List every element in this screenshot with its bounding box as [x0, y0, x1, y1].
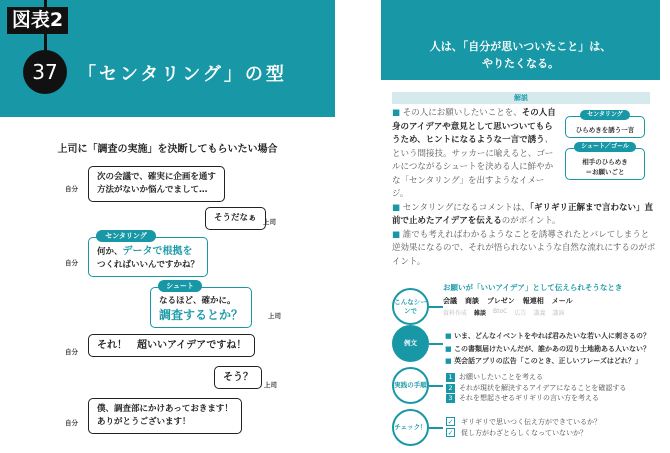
- scene-tag: BtoC: [493, 308, 508, 315]
- bubble-text: ありがとうございます！: [97, 417, 191, 427]
- dialogue-bubble-2: [205, 207, 266, 230]
- bubble-text: そう？: [223, 372, 253, 383]
- connector: [429, 385, 443, 387]
- dialogue-bubble-3: [88, 237, 208, 277]
- scene-tag: メール: [551, 297, 573, 305]
- bubble-text: [97, 245, 199, 259]
- scene-tags-active: [443, 296, 573, 306]
- steps-circle: 実践の手順: [392, 367, 429, 404]
- example-item: 英会話アプリの広告「このとき、正しいフレーズはどれ？」: [454, 357, 642, 365]
- bubble-text: 方法がないか悩んでまして…: [97, 185, 208, 195]
- scene-tag: 講義: [533, 310, 546, 317]
- bubble-text: それ！ 超いいアイデアですね！: [97, 340, 247, 351]
- explanation-point-1: ■ その人にお願いしたいことを、その人自身のアイデアや意見として思いついてもらうため、ヒントになるような一言で誘う、という間接技。サッカーに喩えると、ゴールにつながるシュートを決める人に鮮やかな「センタリング」を出すようなイメージ。: [392, 108, 556, 199]
- steps-list: 1 お願いしたいことを考える 2 それが現状を解決するアイデアになることを確認する 3 それを想起させるギリギリの言い方を考える: [446, 372, 626, 404]
- scene-tag: 報連相: [522, 297, 544, 305]
- example-item: いま、どんなイベントをやれば君みたいな若い人に刺さるの？: [454, 332, 651, 340]
- scenario-subtitle: 上司に「調査の実施」を決断してもらいたい場合: [57, 144, 278, 155]
- bubble-text-pre: 何か、: [97, 247, 123, 257]
- explanation-header: 解説: [392, 92, 650, 104]
- scene-tag: 広告: [514, 310, 527, 317]
- dialogue-bubble-7: [88, 398, 242, 434]
- text: 、という間接技。サッカーに喩えると、ゴールにつながるシュートを決める人に鮮やかな「センタリング」を出すようなイメージ。: [392, 135, 554, 199]
- check-item: 促し方がわざとらしくなっていないか？: [461, 429, 587, 437]
- scene-tag: 雑談: [474, 310, 487, 317]
- scene-tag: 講演: [552, 310, 565, 317]
- heading-line: やりたくなる。: [482, 57, 559, 70]
- speaker-self: 自分: [65, 259, 78, 267]
- dialogue-bubble-4: [150, 287, 252, 328]
- section-number: 37: [23, 50, 67, 94]
- scene-tag: 会議: [443, 297, 457, 305]
- speaker-self: 自分: [65, 348, 78, 356]
- example-list: ■ いま、どんなイベントをやれば君みたいな若い人に刺さるの？ ■ この書類届けたいんだが、誰かあの辺り土地勘ある人いない？ ■ 英会話アプリの広告「このとき、正しいフレーズはどれ？」: [445, 332, 651, 365]
- example-circle: 例文: [392, 325, 429, 362]
- explanation-point-2: ■ センタリングになるコメントは、「ギリギリ正解まで言わない」直前で止めたアイデアを伝えるのがポイント。: [392, 202, 653, 226]
- centering-tag: センタリング: [96, 230, 156, 242]
- scene-circle: こんなシーンで: [392, 288, 429, 325]
- dialogue-bubble-1: [88, 166, 225, 202]
- text: のがポイント。: [501, 216, 561, 226]
- step-item: それが現状を解決するアイデアになることを確認する: [459, 383, 627, 392]
- text: 誰でも考えればわかるようなことを誘導されたとバレてしまうと逆効果になるので、それが悟られないような自然な流れにするのがポイント。: [392, 229, 656, 267]
- speaker-boss: 上司: [264, 381, 277, 389]
- heading-line: 人は、「自分が思いついたこと」は、: [429, 40, 612, 53]
- step-item: お願いしたいことを考える: [459, 373, 543, 381]
- highlight-text: データで根拠を: [122, 246, 193, 257]
- scene-title: お願いが「いいアイデア」として伝えられそうなとき: [443, 283, 623, 292]
- bubble-text: そうだなぁ: [214, 213, 257, 223]
- page-heading: [381, 38, 660, 72]
- dialogue-bubble-5: [88, 334, 255, 357]
- centering-box-tag: センタリング: [580, 110, 630, 120]
- checklist: [446, 417, 601, 439]
- bubble-text: 僕、調査部にかけあっておきます！: [97, 404, 233, 414]
- scene-tag: 商談: [465, 297, 479, 305]
- text: その人にお願いしたいことを、: [402, 108, 522, 118]
- scene-tag: 資料作成: [443, 310, 468, 317]
- speaker-boss: 上司: [268, 312, 281, 320]
- bubble-text: 次の会議で、確実に企画を通す: [97, 172, 216, 182]
- shoot-goal-tag: シュート／ゴール: [574, 142, 636, 152]
- bold-text: その人自身のアイデアや意見として思いついてもらうため、ヒントになるような一言で誘う: [392, 108, 556, 145]
- checkbox-icon: ✓: [447, 418, 454, 426]
- bold-text: 「ギリギリ正解まで言わない」直前で止めたアイデアを伝える: [392, 202, 653, 226]
- example-item: この書類届けたいんだが、誰かあの辺り土地勘ある人いない？: [454, 344, 651, 353]
- centering-box: ひらめきを誘う一言: [565, 116, 645, 138]
- connector: [429, 306, 443, 308]
- speaker-boss: 上司: [263, 218, 276, 226]
- figure-label: 図表2: [7, 7, 68, 34]
- checkbox-icon: ✓: [447, 429, 454, 437]
- box-text: 相手のひらめき: [582, 158, 628, 166]
- explanation-point-3: ■ 誰でも考えればわかるようなことを誘導されたとバレてしまうと逆効果になるので、それが悟られないような自然な流れにするのがポイント。: [392, 229, 656, 267]
- dialogue-bubble-6: [214, 366, 262, 389]
- scene-tag: プレゼン: [487, 297, 515, 305]
- scene-tags-other: [443, 308, 564, 317]
- shoot-tag: シュート: [158, 280, 202, 292]
- page-title: 「センタリング」の型: [78, 64, 287, 85]
- step-item: それを想起させるギリギリの言い方を考える: [459, 394, 599, 402]
- connector: [429, 343, 443, 345]
- check-item: ギリギリで思いつく伝え方ができているか？: [461, 418, 601, 426]
- check-circle: チェック！: [392, 409, 429, 446]
- text: センタリングになるコメントは、: [402, 202, 530, 213]
- highlight-text: 調査するとか？: [159, 308, 244, 322]
- shoot-goal-box: [565, 148, 645, 180]
- bubble-text: なるほど、確かに。: [159, 296, 236, 306]
- speaker-self: 自分: [65, 185, 78, 193]
- connector: [429, 427, 443, 429]
- bubble-text: つくればいいんですかね？: [97, 260, 200, 270]
- speaker-self: 自分: [65, 419, 78, 427]
- box-text: ＝お願いごと: [585, 168, 625, 176]
